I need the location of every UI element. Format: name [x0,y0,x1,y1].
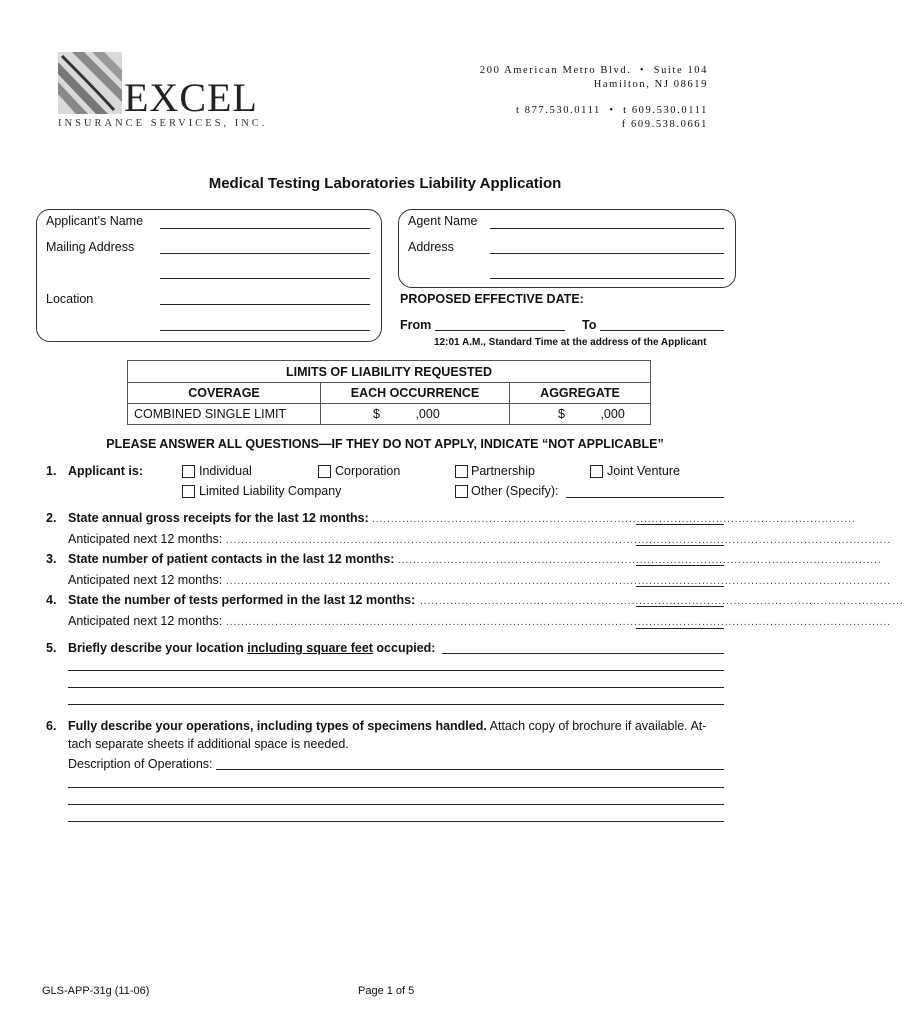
location-field-2[interactable] [160,330,370,331]
q4-anticipated-leader-dots: ................................................................................................................................................................................ [226,617,891,628]
partnership-checkbox[interactable] [455,465,468,478]
llc-label: Limited Liability Company [199,484,342,498]
page-number: Page 1 of 5 [358,985,415,997]
q4-label: State the number of tests performed in the last 12 months: [68,593,416,607]
address-line-2: Hamilton, NJ 08619 [593,79,708,90]
currency-symbol: $ [373,407,380,421]
q1-label: Applicant is: [68,464,144,478]
operations-field-3[interactable] [68,804,724,805]
q3-label: State number of patient contacts in the last 12 months: [68,552,395,566]
from-label: From [400,318,432,332]
q4-leader-dots: ................................................................................................................................ [420,596,904,607]
q6-number: 6. [46,719,57,733]
q3-anticipated-leader-dots: ................................................................................................................................................................................ [226,576,891,587]
q5-label-underlined: including square feet [247,641,373,655]
location-description-field-2[interactable] [68,670,724,671]
operations-field-2[interactable] [68,787,724,788]
effective-date-label: PROPOSED EFFECTIVE DATE: [400,292,584,306]
joint-venture-label: Joint Venture [607,464,680,478]
q3-number: 3. [46,552,57,566]
q6-label-rest: Attach copy of brochure if available. At- [486,719,707,733]
gross-receipts-anticipated-field[interactable] [636,545,724,546]
gross-receipts-field[interactable] [636,524,724,525]
aggregate-header: AGGREGATE [510,383,651,404]
q2-anticipated-leader-dots: ................................................................................................................................................................................ [226,535,891,546]
q2-label: State annual gross receipts for the last 12 months: [68,511,369,525]
individual-checkbox[interactable] [182,465,195,478]
aggregate-field[interactable] [510,404,651,425]
form-title: Medical Testing Laboratories Liability Application [208,175,562,192]
location-description-field-1[interactable] [442,653,724,654]
location-description-field-3[interactable] [68,687,724,688]
company-name: EXCEL [124,75,258,120]
partnership-label: Partnership [471,464,535,478]
joint-venture-checkbox[interactable] [590,465,603,478]
applicant-name-label: Applicant’s Name [46,214,144,228]
operations-field-1[interactable] [216,769,724,770]
q4-number: 4. [46,593,57,607]
corporation-label: Corporation [335,464,401,478]
q1-number: 1. [46,464,57,478]
q2-leader-dots: ................................................................................................................................ [372,514,856,525]
q3-anticipated-label: Anticipated next 12 months: [68,573,223,587]
q5-label-a: Briefly describe your location [68,641,248,655]
other-checkbox[interactable] [455,485,468,498]
each-occurrence-header: EACH OCCURRENCE [321,383,510,404]
to-label: To [582,318,597,332]
mailing-address-label: Mailing Address [46,240,135,254]
currency-symbol: $ [558,407,565,421]
description-of-operations-label: Description of Operations: [68,757,213,771]
company-logo [58,52,268,132]
mailing-address-field-2[interactable] [160,278,370,279]
coverage-header: COVERAGE [128,383,321,404]
q6-label-bold: Fully describe your operations, including types of specimens handled. [68,719,487,733]
location-label: Location [46,292,94,306]
mailing-address-field-1[interactable] [160,253,370,254]
company-address [480,64,708,132]
q2-number: 2. [46,511,57,525]
agent-name-field[interactable] [490,228,724,229]
q5-label [68,641,435,655]
time-note: 12:01 A.M., Standard Time at the address of the Applicant [434,337,707,348]
patient-contacts-field[interactable] [636,565,724,566]
agent-address-field-1[interactable] [490,253,724,254]
individual-label: Individual [199,464,252,478]
combined-single-limit-label: COMBINED SINGLE LIMIT [128,404,321,425]
thousands-suffix: ,000 [600,407,625,421]
from-date-field[interactable] [435,330,565,331]
tests-performed-anticipated-field[interactable] [636,628,724,629]
q2-anticipated-label: Anticipated next 12 months: [68,532,223,546]
address-line-1: 200 American Metro Blvd. • Suite 104 [479,65,708,76]
location-field-1[interactable] [160,304,370,305]
q6-label-line-2: tach separate sheets if additional space is needed. [68,737,349,751]
logo-stripes-icon [58,52,122,114]
to-date-field[interactable] [600,330,724,331]
agent-name-label: Agent Name [408,214,478,228]
q5-label-c: occupied: [372,641,436,655]
llc-checkbox[interactable] [182,485,195,498]
q4-anticipated-label: Anticipated next 12 months: [68,614,223,628]
limits-table [127,382,651,425]
agent-address-field-2[interactable] [490,278,724,279]
each-occurrence-field[interactable] [321,404,510,425]
agent-address-label: Address [408,240,454,254]
instructions: PLEASE ANSWER ALL QUESTIONS—IF THEY DO NOT APPLY, INDICATE “NOT APPLICABLE” [106,437,664,451]
fax-line: f 609.538.0661 [621,119,708,130]
q3-leader-dots: ................................................................................................................................ [398,555,882,566]
operations-field-4[interactable] [68,821,724,822]
company-tagline: INSURANCE SERVICES, INC. [58,118,268,129]
thousands-suffix: ,000 [415,407,440,421]
patient-contacts-anticipated-field[interactable] [636,586,724,587]
q6-label [68,719,728,733]
tests-performed-field[interactable] [636,606,724,607]
limits-title: LIMITS OF LIABILITY REQUESTED [127,360,651,382]
location-description-field-4[interactable] [68,704,724,705]
corporation-checkbox[interactable] [318,465,331,478]
q5-number: 5. [46,641,57,655]
other-specify-field[interactable] [566,497,724,498]
phone-line: t 877.530.0111 • t 609.530.0111 [515,105,708,116]
applicant-name-field[interactable] [160,228,370,229]
form-code: GLS-APP-31g (11-06) [42,985,150,997]
other-label: Other (Specify): [471,484,559,498]
